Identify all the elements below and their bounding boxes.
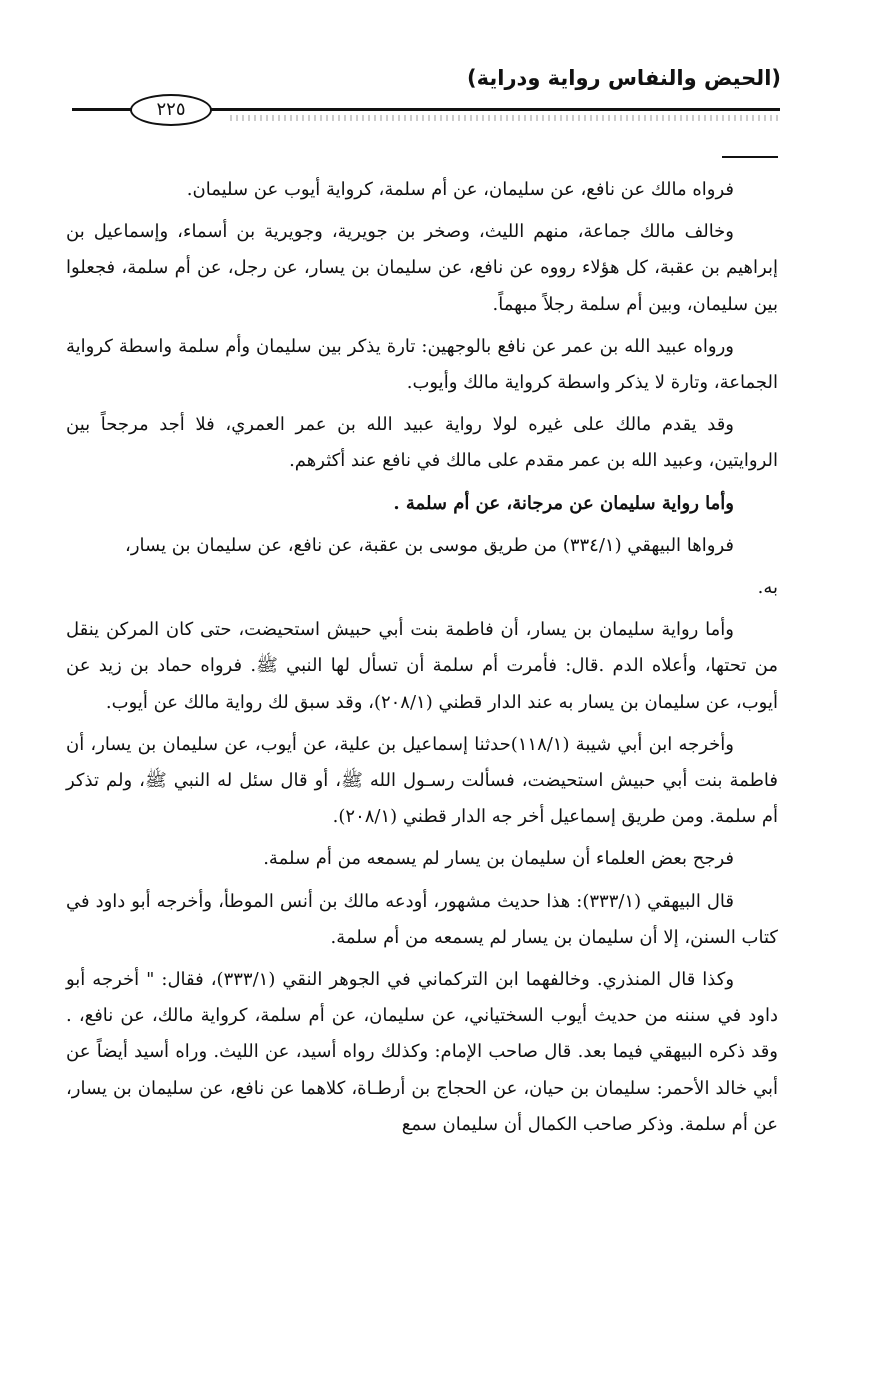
book-title: (الحيض والنفاس رواية ودراية) <box>467 66 781 90</box>
paragraph: ورواه عبيد الله بن عمر عن نافع بالوجهين: تارة يذكر بين سليمان وأم سلمة واسطة كرواية الجماعة، وتارة لا يذكر واسطة كرواية مالك وأيوب. <box>66 335 778 394</box>
section-heading: وأما رواية سليمان عن مرجانة، عن أم سلمة . <box>393 492 734 514</box>
paragraph: وأخرجه ابن أبي شيبة (١١٨/١)حدثنا إسماعيل بن علية، عن أيوب، عن سليمان بن يسار، أن فاطمة بنت أبي حبيش استحيضت، فسألت رسـول الله ﷺ، أو قال سئل له النبي ﷺ، ولم تذكر أم سلمة. ومن طريق إسماعيل أخر جه الدار قطني (٢٠٨/١). <box>66 733 778 828</box>
paragraph: قال البيهقي (٣٣٣/١): هذا حديث مشهور، أودعه مالك بن أنس الموطأ، وأخرجه أبو داود في كتاب السنن، إلا أن سليمان بن يسار لم يسمعه من أم سلمة. <box>66 890 778 948</box>
footnote-separator <box>722 156 778 158</box>
page-body <box>66 172 778 1149</box>
paragraph: وقد يقدم مالك على غيره لولا رواية عبيد الله بن عمر العمري، فلا أجد مرجحاً بين الروايتين، وعبيد الله بن عمر مقدم على مالك في نافع عند أكثرهم. <box>66 414 778 472</box>
paragraph-continuation: به. <box>757 577 778 599</box>
paragraph: فرجح بعض العلماء أن سليمان بن يسار لم يسمعه من أم سلمة. <box>263 848 734 870</box>
paragraph: وخالف مالك جماعة، منهم الليث، وصخر بن جويرية، وجويرية بن أسماء، وإسماعيل بن إبراهيم بن عقبة، كل هؤلاء رووه عن نافع، عن سليمان بن يسار، عن رجل، عن أم سلمة، فجعلوا بين سليمان، وبين أم سلمة رجلاً مبهماً. <box>66 221 778 315</box>
header-rule-texture <box>230 115 780 121</box>
paragraph: فرواه مالك عن نافع، عن سليمان، عن أم سلمة، كرواية أيوب عن سليمان. <box>186 179 734 200</box>
paragraph: وكذا قال المنذري. وخالفهما ابن التركماني في الجوهر النقي (٣٣٣/١)، فقال: " أخرجه أبو داود في سننه من حديث أيوب السختياني، عن سليمان، عن أم سلمة، كرواية مالك، عن نافع، . وقد ذكره البيهقي فيما بعد. قال صاحب الإمام: وكذلك رواه أسيد، عن الليث. وراه أسيد أيضاً عن أبي خالد الأحمر: سليمان بن حيان، عن الحجاج بن أرطـاة، كلاهما عن نافع، عن سليمان بن يسار، عن أم سلمة. وذكر صاحب الكمال أن سليمان سمع <box>66 969 778 1135</box>
paragraph: وأما رواية سليمان بن يسار، أن فاطمة بنت أبي حبيش استحيضت، حتى كان المركن ينقل من تحتها، وأعلاه الدم .قال: فأمرت أم سلمة أن تسأل لها النبي ﷺ. فرواه حماد بن زيد عن أيوب، عن سليمان بن يسار به عند الدار قطني (٢٠٨/١)، وقد سبق لك رواية مالك عن أيوب. <box>66 619 778 713</box>
paragraph: فرواها البيهقي (٣٣٤/١) من طريق موسى بن عقبة، عن نافع، عن سليمان بن يسار، <box>125 534 734 556</box>
page-number: ٢٢٥ <box>130 94 212 126</box>
